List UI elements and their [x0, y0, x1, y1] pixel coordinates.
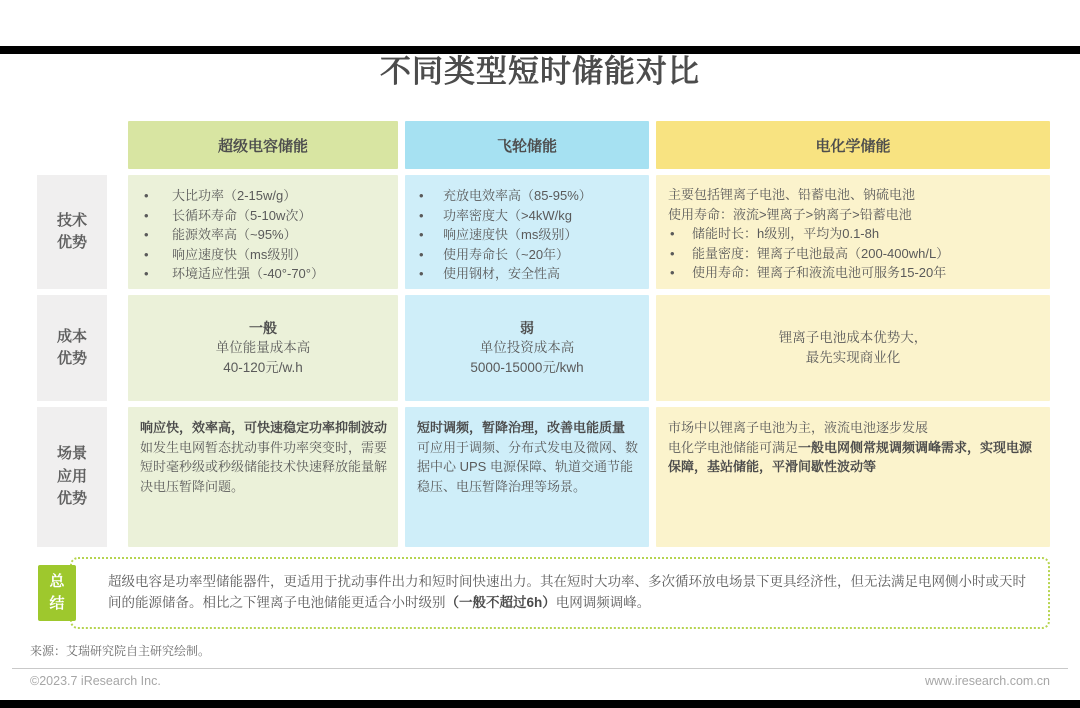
page-title: 不同类型短时储能对比: [380, 54, 700, 89]
tech-flywheel-cell: [405, 175, 649, 289]
scenario-body-bold: 一般电网侧常规调频调峰需求，实现电源保障，基站储能，平滑间歇性波动等: [668, 439, 1033, 474]
table-header-row: [37, 121, 1050, 169]
bullet-item: • 能量密度：锂离子电池最高（200-400wh/L）: [668, 244, 1042, 264]
source-note: 来源：艾瑞研究院自主研究绘制。: [30, 644, 211, 658]
summary-badge: 总结: [38, 565, 76, 621]
bullet-item: • 大比功率（2-15w/g）: [136, 186, 392, 206]
copyright-text: ©2023.7 iResearch Inc.: [30, 674, 161, 688]
summary-box: [70, 557, 1050, 629]
bullet-item: • 能源效率高（~95%）: [136, 225, 392, 245]
bullet-item: • 功率密度大（>4kW/kg: [413, 206, 643, 226]
row-label-scenario-application: 场景应用优势: [37, 407, 107, 547]
row-technical-advantage: [37, 175, 1050, 289]
cost-line: 最先实现商业化: [805, 350, 901, 365]
cost-flywheel-cell: [405, 295, 649, 401]
scenario-supercapacitor-cell: [128, 407, 398, 547]
scenario-line: 市场中以锂离子电池为主，液流电池逐步发展: [668, 420, 929, 435]
bullet-item: • 使用钢材，安全性高: [413, 264, 643, 284]
row-cost-advantage: [37, 295, 1050, 401]
row-label-cost-advantage: 成本优势: [37, 295, 107, 401]
summary-text: 超级电容是功率型储能器件，更适用于扰动事件出力和短时间快速出力。其在短时大功率、多次循环放电场景下更具经济性，但无法满足电网侧小时或天时间的能源储备。相比之下锂离子电池储能更适合小时级别: [108, 574, 1026, 610]
cost-rating: 一般: [249, 320, 277, 336]
scenario-electrochemical-cell: [656, 407, 1050, 547]
bullet-item: • 使用寿命：锂离子和液流电池可服务15-20年: [668, 263, 1042, 283]
report-page: [0, 46, 1080, 708]
scenario-body: 电化学电池储能可满足: [668, 439, 799, 455]
bullet-item: • 长循环寿命（5-10w次）: [136, 206, 392, 226]
scenario-flywheel-cell: [405, 407, 649, 547]
row-label-technical-advantage: 技术优势: [37, 175, 107, 289]
scenario-headline: 短时调频，暂降治理，改善电能质量: [417, 420, 626, 435]
footer-divider: [12, 668, 1068, 669]
footer-row: [30, 674, 1050, 688]
summary-text: 电网调频调峰。: [555, 595, 651, 610]
header-row-spacer: [37, 121, 107, 169]
bullet-item: • 储能时长：h级别，平均为0.1-8h: [668, 224, 1042, 244]
scenario-headline: 响应快，效率高，可快速稳定功率抑制波动: [140, 420, 388, 435]
tech-supercapacitor-cell: [128, 175, 398, 289]
bottom-black-bar: [0, 700, 1080, 708]
column-header-supercapacitor: 超级电容储能: [128, 121, 398, 169]
summary-text-bold: （一般不超过6h）: [445, 595, 556, 610]
bullet-item: • 充放电效率高（85-95%）: [413, 186, 643, 206]
website-url: www.iresearch.com.cn: [924, 674, 1050, 688]
bullet-item: • 响应速度快（ms级别）: [413, 225, 643, 245]
column-header-flywheel: 飞轮储能: [405, 121, 649, 169]
bullet-item: • 环境适应性强（-40°-70°）: [136, 264, 392, 284]
top-black-bar: [0, 46, 1080, 54]
cost-rating: 弱: [520, 320, 534, 336]
electro-intro-line: 主要包括锂离子电池、铅蓄电池、钠硫电池: [668, 187, 916, 202]
tech-electrochemical-cell: [656, 175, 1050, 289]
cost-line: 5000-15000元/kwh: [470, 360, 584, 375]
scenario-body: 如发生电网暂态扰动事件功率突变时，需要短时毫秒级或秒级储能技术快速释放能量解决电压暂降问题。: [140, 439, 388, 494]
comparison-table: [37, 121, 1050, 547]
row-scenario-application: [37, 407, 1050, 547]
bullet-item: • 使用寿命长（~20年）: [413, 245, 643, 265]
summary-section: [38, 557, 1050, 629]
cost-line: 锂离子电池成本优势大，: [778, 330, 928, 345]
cost-line: 单位投资成本高: [479, 340, 575, 355]
electro-intro-line: 使用寿命：液流>锂离子>钠离子>铅蓄电池: [668, 206, 912, 222]
cost-supercapacitor-cell: [128, 295, 398, 401]
cost-line: 单位能量成本高: [215, 340, 311, 355]
column-header-electrochemical: 电化学储能: [656, 121, 1050, 169]
cost-line: 40-120元/w.h: [223, 360, 303, 375]
scenario-body: 可应用于调频、分布式发电及微网、数据中心 UPS 电源保障、轨道交通节能稳压、电压暂降治理等场景。: [417, 439, 639, 494]
bullet-item: • 响应速度快（ms级别）: [136, 245, 392, 265]
cost-electrochemical-cell: [656, 295, 1050, 401]
